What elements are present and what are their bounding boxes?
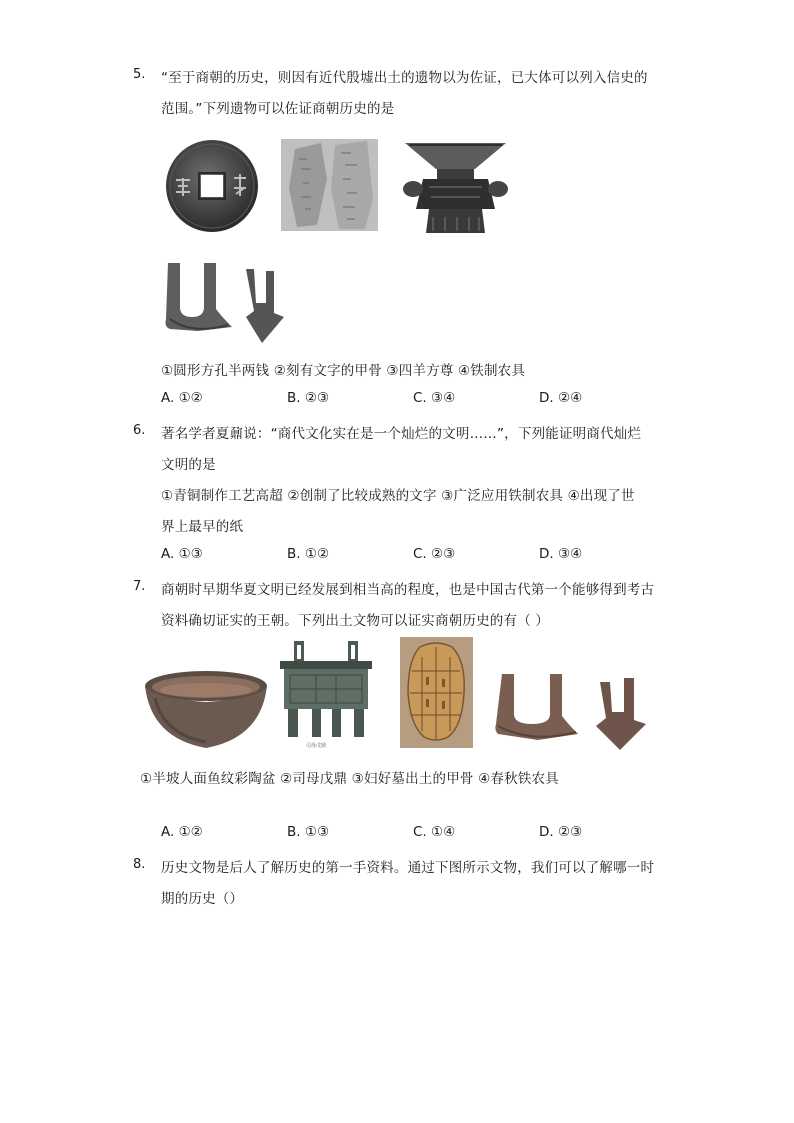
ban-liang-coin-image [164,138,260,234]
question-stem: 商朝时早期华夏文明已经发展到相当高的程度，也是中国古代第一个能够得到考古 [161,582,655,598]
question-stem: 期的历史（） [161,891,244,907]
option-b[interactable]: B. ①③ [287,824,330,840]
painted-pottery-basin-image [143,668,269,752]
option-a[interactable]: A. ①③ [161,546,203,562]
option-d[interactable]: D. ②③ [539,824,583,840]
oracle-bone-image [281,139,378,231]
option-d[interactable]: D. ②④ [539,390,583,406]
option-a[interactable]: A. ①② [161,390,203,406]
question-stem: 范围。”下列遗物可以佐证商朝历史的是 [161,101,395,117]
question-stem: 历史文物是后人了解历史的第一手资料。通过下图所示文物，我们可以了解哪一时 [161,860,655,876]
item-list: 界上最早的纸 [161,519,244,535]
question-number: 8. [133,857,146,872]
question-stem: 资料确切证实的王朝。下列出土文物可以证实商朝历史的有（ ） [161,613,550,629]
option-b[interactable]: B. ②③ [287,390,330,406]
option-c[interactable]: C. ③④ [413,390,456,406]
item-list: ①青铜制作工艺高超 ②创制了比较成熟的文字 ③广泛应用铁制农具 ④出现了世 [161,488,635,504]
option-c[interactable]: C. ②③ [413,546,456,562]
four-ram-zun-image [399,139,512,235]
question-number: 6. [133,423,146,438]
tortoise-shell-oracle-image [400,637,473,748]
option-c[interactable]: C. ①④ [413,824,456,840]
option-b[interactable]: B. ①② [287,546,330,562]
question-stem: 著名学者夏鼐说：“商代文化实在是一个灿烂的文明……”，下列能证明商代灿烂 [161,426,642,442]
question-number: 7. [133,579,146,594]
spring-autumn-iron-tools-image [492,672,650,752]
item-list: ①半坡人面鱼纹彩陶盆 ②司母戊鼎 ③妇好墓出土的甲骨 ④春秋铁农具 [140,771,559,787]
option-d[interactable]: D. ③④ [539,546,583,562]
item-list: ①圆形方孔半两钱 ②刻有文字的甲骨 ③四羊方尊 ④铁制农具 [161,363,526,379]
question-number: 5. [133,67,146,82]
simuwu-ding-image [276,637,376,749]
svg-text:司母戊鼎: 司母戊鼎 [306,743,327,749]
question-stem: “至于商朝的历史，则因有近代殷墟出土的遗物以为佐证，已大体可以列入信史的 [161,70,648,86]
iron-farm-tools-image [162,259,290,344]
option-a[interactable]: A. ①② [161,824,203,840]
question-stem: 文明的是 [161,457,216,473]
